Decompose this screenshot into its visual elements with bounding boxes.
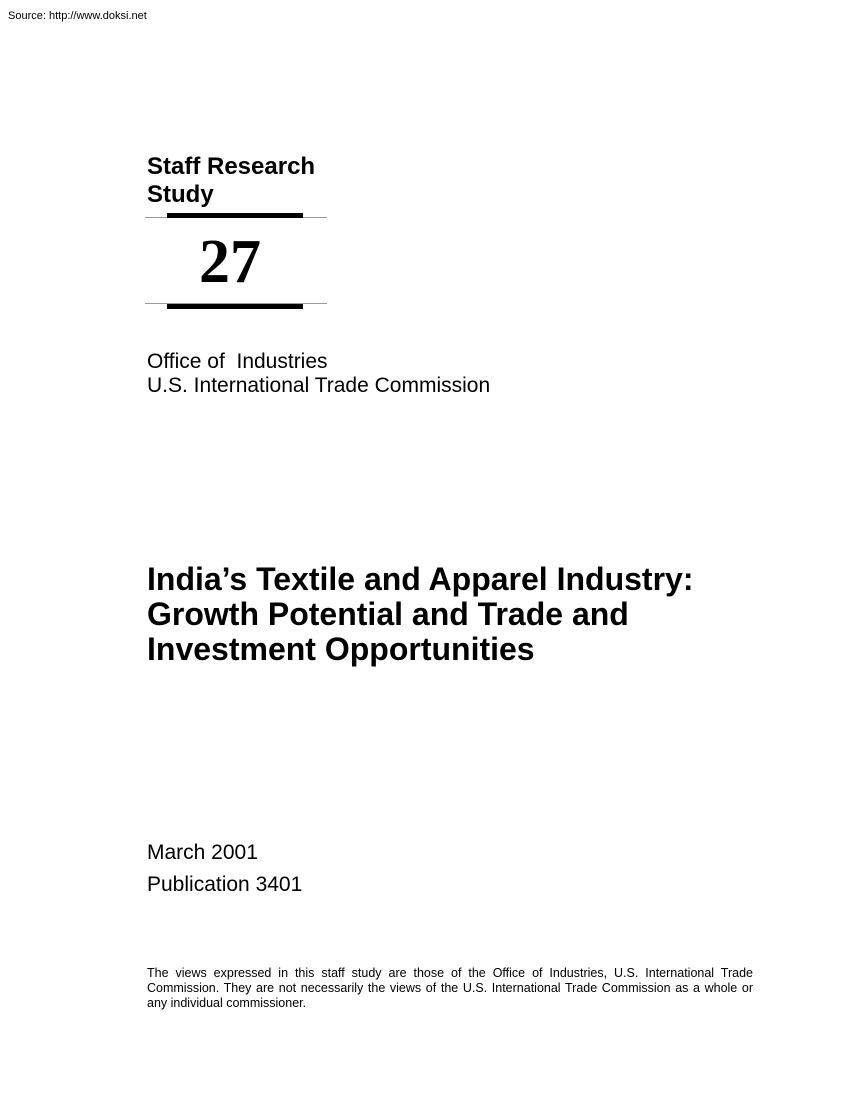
disclaimer: The views expressed in this staff study are those of the Office of Industries, U.S. International Trade Commission. They are not necessarily the views of the U.S. International Trade Commission as a whole or any individual commissioner.: [147, 966, 753, 1010]
commission-name: U.S. International Trade Commission: [147, 374, 491, 397]
title-line1: India’s Textile and Apparel Industry:: [147, 561, 694, 597]
top-thick-rule: [167, 213, 303, 218]
publication-number: Publication 3401: [147, 873, 303, 896]
office-block: [147, 350, 490, 398]
document-title: [147, 562, 693, 667]
office-name: Office of Industries: [147, 350, 328, 373]
title-line2: Growth Potential and Trade and: [147, 596, 629, 632]
study-number: 27: [199, 228, 261, 296]
title-line3: Investment Opportunities: [147, 631, 535, 667]
bottom-thick-rule: [167, 304, 303, 309]
source-url: Source: http://www.doksi.net: [8, 10, 147, 22]
series-label: [147, 153, 315, 209]
publication-date: March 2001: [147, 841, 258, 864]
publication-info: [147, 837, 302, 901]
series-label-line1: Staff Research: [147, 153, 316, 180]
series-label-line2: Study: [147, 181, 214, 208]
